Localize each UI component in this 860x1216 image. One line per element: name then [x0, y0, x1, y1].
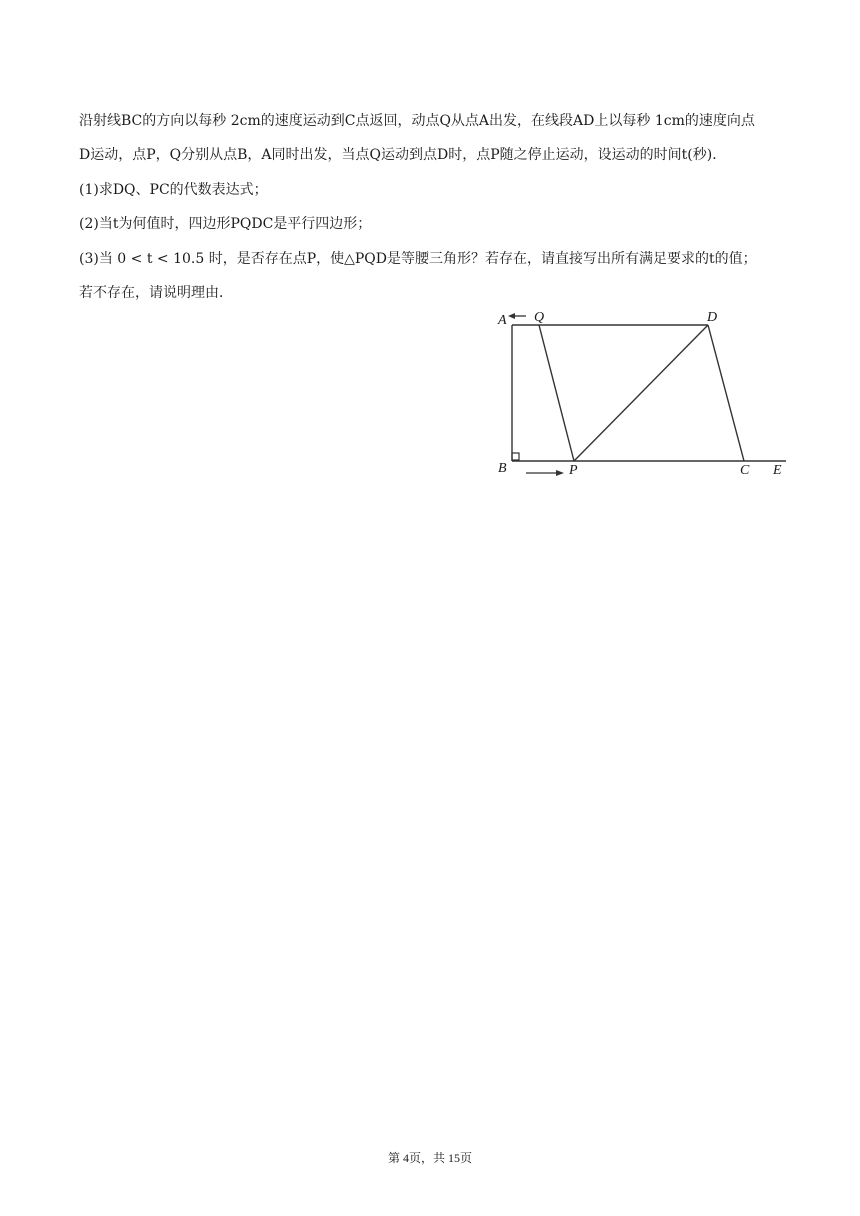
page-footer: 第 4页，共 15页: [387, 1151, 472, 1165]
arrow-left-icon: [508, 313, 526, 319]
question-3-continued: 若不存在，请说明理由．: [79, 285, 233, 301]
arrow-right-icon: [526, 470, 564, 476]
segment-PD: [574, 325, 708, 461]
square-marker-icon: [512, 453, 519, 460]
problem-line-1: 沿射线BC的方向以每秒 2cm的速度运动到C点返回，动点Q从点A出发，在线段AD上以每秒 1cm的速度向点: [79, 113, 755, 129]
label-P: P: [569, 463, 578, 478]
label-E: E: [773, 463, 782, 478]
label-A: A: [498, 313, 507, 328]
label-D: D: [707, 310, 718, 325]
label-B: B: [498, 461, 507, 476]
question-1: (1)求DQ、PC的代数表达式；: [79, 182, 268, 198]
question-2: (2)当t为何值时，四边形PQDC是平行四边形；: [79, 216, 372, 232]
label-C: C: [740, 463, 750, 478]
problem-line-2: D运动，点P，Q分别从点B，A同时出发，当点Q运动到点D时，点P随之停止运动，设运动的时间t(秒)．: [79, 147, 727, 163]
question-3: (3)当 0 < t < 10.5 时，是否存在点P，使△PQD是等腰三角形？若存在，请直接写出所有满足要求的t的值；: [79, 251, 757, 267]
geometry-figure: [490, 304, 800, 486]
label-Q: Q: [534, 310, 545, 325]
segment-QP: [539, 325, 574, 461]
segment-DC: [708, 325, 744, 461]
